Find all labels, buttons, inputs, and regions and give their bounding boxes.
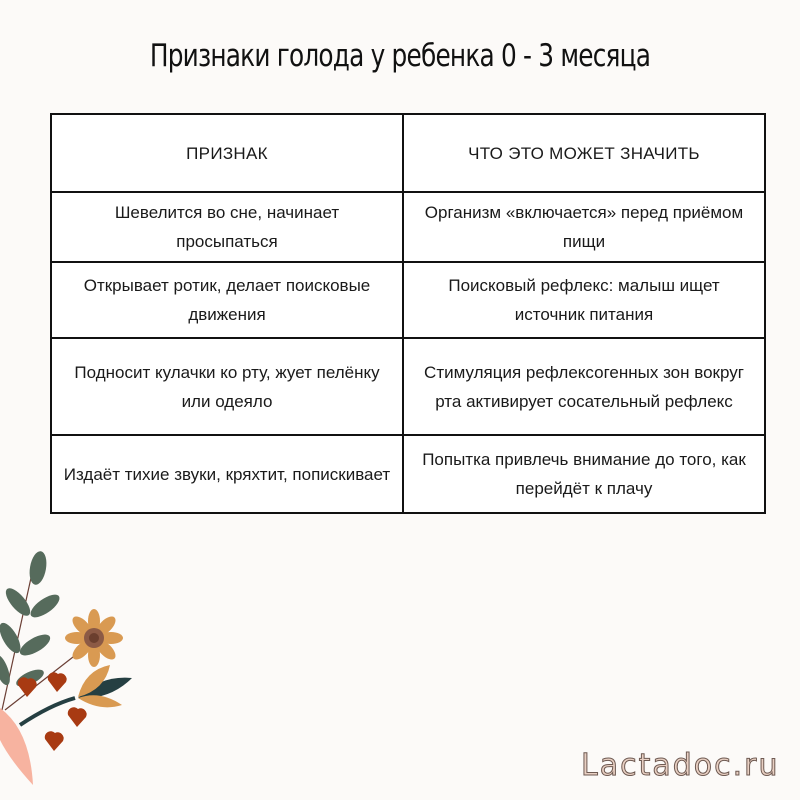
meaning-cell: Поисковый рефлекс: малыш ищет источник питания bbox=[403, 262, 765, 338]
sign-cell: Подносит кулачки ко рту, жует пелёнку или одеяло bbox=[51, 338, 403, 435]
meaning-cell: Организм «включается» перед приёмом пищи bbox=[403, 192, 765, 262]
table-header-row bbox=[51, 114, 765, 192]
sign-cell: Шевелится во сне, начинает просыпаться bbox=[51, 192, 403, 262]
floral-decoration-icon bbox=[0, 540, 260, 800]
table-row bbox=[51, 435, 765, 513]
page-title: Признаки голода у ребенка 0 - 3 месяца bbox=[149, 38, 651, 74]
table-row bbox=[51, 262, 765, 338]
sign-cell: Издаёт тихие звуки, кряхтит, попискивает bbox=[51, 435, 403, 513]
meaning-cell: Стимуляция рефлексогенных зон вокруг рта активирует сосательный рефлекс bbox=[403, 338, 765, 435]
flower-icon bbox=[65, 609, 123, 667]
table-row bbox=[51, 192, 765, 262]
table-row bbox=[51, 338, 765, 435]
column-header-meaning: ЧТО ЭТО МОЖЕТ ЗНАЧИТЬ bbox=[403, 114, 765, 192]
sign-cell: Открывает ротик, делает поисковые движения bbox=[51, 262, 403, 338]
hunger-signs-table bbox=[50, 113, 766, 514]
berry-hearts-icon bbox=[18, 672, 87, 751]
brand-watermark: Lactadoc.ru bbox=[581, 748, 780, 783]
meaning-cell: Попытка привлечь внимание до того, как перейдёт к плачу bbox=[403, 435, 765, 513]
column-header-sign: ПРИЗНАК bbox=[51, 114, 403, 192]
